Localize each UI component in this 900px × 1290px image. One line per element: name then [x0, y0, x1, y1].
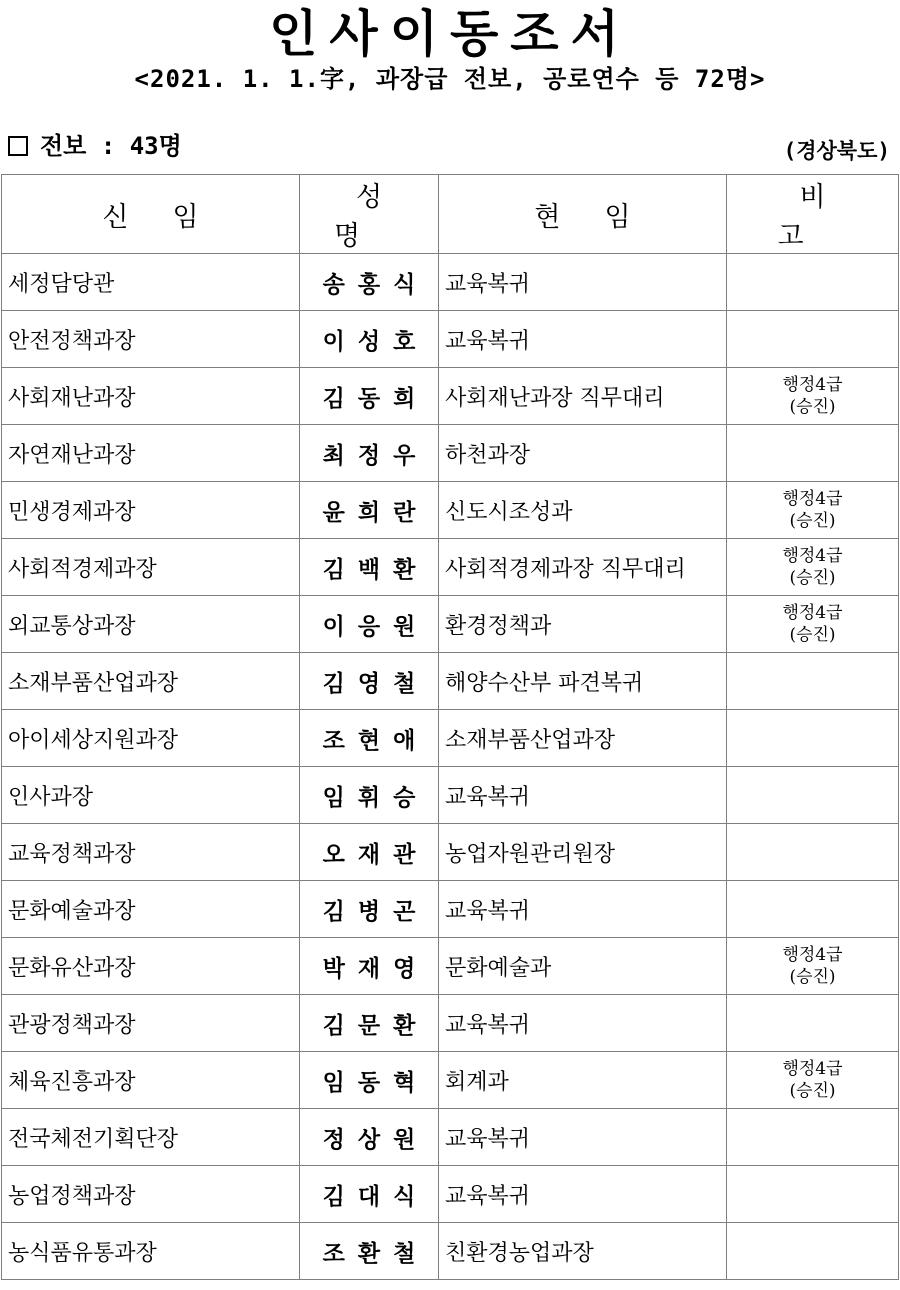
note-cell [727, 311, 899, 368]
table-row [2, 995, 899, 1052]
table-row [2, 938, 899, 995]
note-promotion: (승진) [789, 1081, 836, 1101]
table-row [2, 368, 899, 425]
note-promotion: (승진) [789, 511, 836, 531]
table-row [2, 425, 899, 482]
checkbox-icon [8, 136, 28, 156]
table-row [2, 482, 899, 539]
new-post-cell: 관광정책과장 [2, 995, 300, 1052]
header-name-label: 성명 [333, 182, 427, 252]
note-promotion: (승진) [789, 967, 836, 987]
name-cell: 이응원 [300, 596, 439, 653]
header-current-post-label: 현임 [534, 201, 675, 233]
table-row [2, 596, 899, 653]
current-post-cell: 농업자원관리원장 [439, 824, 727, 881]
header-new-post [2, 175, 300, 254]
table-row [2, 1052, 899, 1109]
current-post-cell: 교육복귀 [439, 995, 727, 1052]
note-promotion: (승진) [789, 625, 836, 645]
note-cell [727, 368, 899, 425]
name-cell: 윤희란 [300, 482, 439, 539]
new-post-cell: 교육정책과장 [2, 824, 300, 881]
new-post-cell: 인사과장 [2, 767, 300, 824]
current-post-cell: 사회재난과장 직무대리 [439, 368, 727, 425]
name-cell: 김영철 [300, 653, 439, 710]
table-row [2, 824, 899, 881]
note-cell [727, 1223, 899, 1280]
note-cell [727, 881, 899, 938]
current-post-cell: 교육복귀 [439, 1109, 727, 1166]
current-post-cell: 회계과 [439, 1052, 727, 1109]
name-cell: 송홍식 [300, 254, 439, 311]
table-row [2, 1223, 899, 1280]
table-row [2, 311, 899, 368]
new-post-cell: 외교통상과장 [2, 596, 300, 653]
note-cell [727, 482, 899, 539]
name-cell: 임동혁 [300, 1052, 439, 1109]
table-row [2, 1109, 899, 1166]
new-post-cell: 세정담당관 [2, 254, 300, 311]
new-post-cell: 문화예술과장 [2, 881, 300, 938]
new-post-cell: 민생경제과장 [2, 482, 300, 539]
current-post-cell: 소재부품산업과장 [439, 710, 727, 767]
current-post-cell: 신도시조성과 [439, 482, 727, 539]
table-row [2, 767, 899, 824]
note-cell [727, 425, 899, 482]
region-label: (경상북도) [783, 139, 890, 163]
new-post-cell: 전국체전기획단장 [2, 1109, 300, 1166]
table-row [2, 710, 899, 767]
current-post-cell: 교육복귀 [439, 254, 727, 311]
table-row [2, 881, 899, 938]
current-post-cell: 교육복귀 [439, 311, 727, 368]
current-post-cell: 친환경농업과장 [439, 1223, 727, 1280]
new-post-cell: 자연재난과장 [2, 425, 300, 482]
name-cell: 정상원 [300, 1109, 439, 1166]
note-grade: 행정4급 [782, 489, 843, 509]
name-cell: 김문환 [300, 995, 439, 1052]
new-post-cell: 아이세상지원과장 [2, 710, 300, 767]
current-post-cell: 교육복귀 [439, 881, 727, 938]
note-cell [727, 254, 899, 311]
header-note [727, 175, 899, 254]
name-cell: 김동희 [300, 368, 439, 425]
note-promotion: (승진) [789, 397, 836, 417]
header-current-post [439, 175, 727, 254]
current-post-cell: 하천과장 [439, 425, 727, 482]
new-post-cell: 소재부품산업과장 [2, 653, 300, 710]
name-cell: 최정우 [300, 425, 439, 482]
name-cell: 박재영 [300, 938, 439, 995]
new-post-cell: 사회재난과장 [2, 368, 300, 425]
name-cell: 김백환 [300, 539, 439, 596]
note-grade: 행정4급 [782, 603, 843, 623]
current-post-cell: 문화예술과 [439, 938, 727, 995]
note-cell [727, 539, 899, 596]
header-name [300, 175, 439, 254]
note-cell [727, 1109, 899, 1166]
new-post-cell: 농업정책과장 [2, 1166, 300, 1223]
table-row [2, 653, 899, 710]
name-cell: 오재관 [300, 824, 439, 881]
section-label: 전보 : 43명 [40, 132, 182, 160]
note-cell [727, 938, 899, 995]
note-cell [727, 710, 899, 767]
document-title: 인사이동조서 [269, 5, 631, 63]
name-cell: 김병곤 [300, 881, 439, 938]
header-new-post-label: 신임 [102, 201, 243, 233]
new-post-cell: 농식품유통과장 [2, 1223, 300, 1280]
new-post-cell: 안전정책과장 [2, 311, 300, 368]
document-subtitle: <2021. 1. 1.字, 과장급 전보, 공로연수 등 72명> [134, 65, 766, 93]
new-post-cell: 문화유산과장 [2, 938, 300, 995]
name-cell: 조환철 [300, 1223, 439, 1280]
current-post-cell: 사회적경제과장 직무대리 [439, 539, 727, 596]
table-row [2, 254, 899, 311]
note-grade: 행정4급 [782, 945, 843, 965]
note-cell [727, 1052, 899, 1109]
header-note-label: 비고 [777, 182, 870, 252]
new-post-cell: 사회적경제과장 [2, 539, 300, 596]
current-post-cell: 교육복귀 [439, 767, 727, 824]
note-cell [727, 653, 899, 710]
note-cell [727, 1166, 899, 1223]
new-post-cell: 체육진흥과장 [2, 1052, 300, 1109]
note-cell [727, 767, 899, 824]
section-heading [8, 130, 182, 162]
table-row [2, 1166, 899, 1223]
note-cell [727, 596, 899, 653]
note-cell [727, 824, 899, 881]
note-grade: 행정4급 [782, 1059, 843, 1079]
note-grade: 행정4급 [782, 375, 843, 395]
current-post-cell: 해양수산부 파견복귀 [439, 653, 727, 710]
name-cell: 김대식 [300, 1166, 439, 1223]
current-post-cell: 교육복귀 [439, 1166, 727, 1223]
personnel-table [1, 174, 899, 1280]
note-cell [727, 995, 899, 1052]
table-row [2, 539, 899, 596]
name-cell: 조현애 [300, 710, 439, 767]
name-cell: 이성호 [300, 311, 439, 368]
name-cell: 임휘승 [300, 767, 439, 824]
note-promotion: (승진) [789, 568, 836, 588]
current-post-cell: 환경정책과 [439, 596, 727, 653]
table-header-row [2, 175, 899, 254]
note-grade: 행정4급 [782, 546, 843, 566]
